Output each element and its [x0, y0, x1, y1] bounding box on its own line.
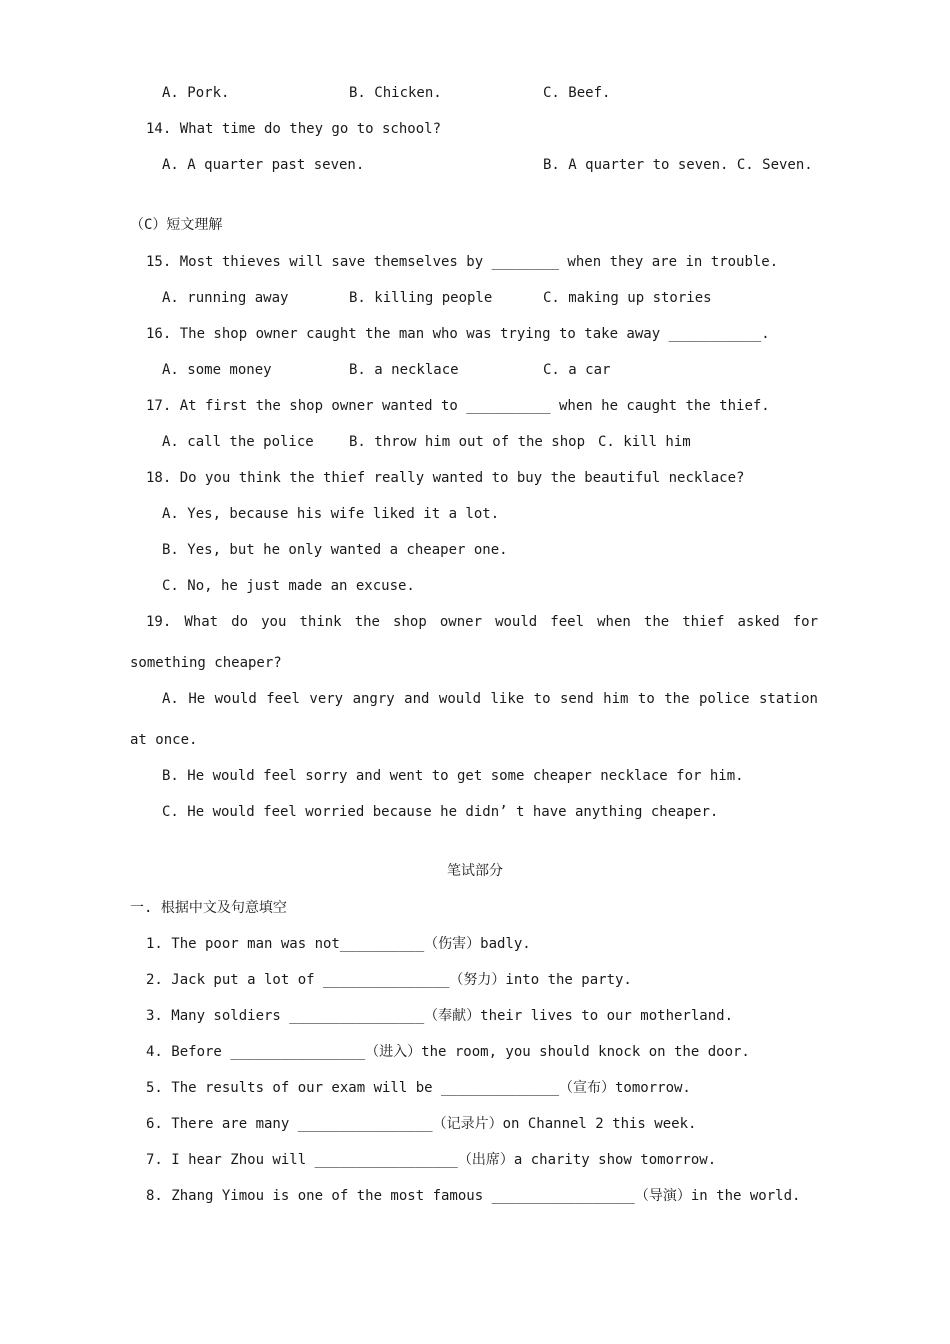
q17-question: 17. At first the shop owner wanted to __________ when he caught the thief. — [146, 398, 770, 414]
q14-question: 14. What time do they go to school? — [146, 121, 442, 137]
q19-option-a-line1: A. He would feel very angry and would like to send him to the police station — [162, 691, 818, 707]
q18-option-a: A. Yes, because his wife liked it a lot. — [162, 506, 500, 522]
q19-question-line1: 19. What do you think the shop owner would feel when the thief asked for — [146, 614, 818, 630]
q16-option-c: C. a car — [543, 362, 611, 378]
q19-option-c: C. He would feel worried because he didn’ t have anything cheaper. — [162, 804, 719, 820]
q15-option-a: A. running away — [162, 290, 289, 306]
q16-question: 16. The shop owner caught the man who was trying to take away ___________. — [146, 326, 770, 342]
q17-option-a: A. call the police — [162, 434, 314, 450]
q16-option-a: A. some money — [162, 362, 272, 378]
fill-item-3: 3. Many soldiers ________________（奉献）their lives to our motherland. — [146, 1008, 734, 1024]
q17-option-c: C. kill him — [598, 434, 691, 450]
q16-option-b: B. a necklace — [349, 362, 459, 378]
section-c-heading: （C）短文理解 — [130, 217, 223, 233]
q15-option-b: B. killing people — [349, 290, 493, 306]
fill-item-5: 5. The results of our exam will be ______________（宣布）tomorrow. — [146, 1080, 691, 1096]
q19-option-b: B. He would feel sorry and went to get some cheaper necklace for him. — [162, 768, 744, 784]
written-section-title: 笔试部分 — [447, 863, 503, 879]
fill-item-2: 2. Jack put a lot of _______________（努力）into the party. — [146, 972, 632, 988]
q18-option-b: B. Yes, but he only wanted a cheaper one. — [162, 542, 508, 558]
q19-question-line2: something cheaper? — [130, 655, 282, 671]
part1-heading: 一. 根据中文及句意填空 — [130, 900, 287, 916]
fill-item-1: 1. The poor man was not__________（伤害）badly. — [146, 936, 531, 952]
q14-option-a: A. A quarter past seven. — [162, 157, 365, 173]
q14-option-bc: B. A quarter to seven. C. Seven. — [543, 157, 813, 173]
q13-option-a: A. Pork. — [162, 85, 230, 101]
fill-item-4: 4. Before ________________（进入）the room, you should knock on the door. — [146, 1044, 750, 1060]
q15-option-c: C. making up stories — [543, 290, 712, 306]
q18-question: 18. Do you think the thief really wanted to buy the beautiful necklace? — [146, 470, 745, 486]
q17-option-b: B. throw him out of the shop — [349, 434, 586, 450]
q13-option-b: B. Chicken. — [349, 85, 442, 101]
q19-option-a-line2: at once. — [130, 732, 198, 748]
fill-item-8: 8. Zhang Yimou is one of the most famous _________________（导演）in the world. — [146, 1188, 801, 1204]
q18-option-c: C. No, he just made an excuse. — [162, 578, 415, 594]
fill-item-6: 6. There are many ________________（记录片）on Channel 2 this week. — [146, 1116, 697, 1132]
q13-option-c: C. Beef. — [543, 85, 611, 101]
q15-question: 15. Most thieves will save themselves by ________ when they are in trouble. — [146, 254, 779, 270]
fill-item-7: 7. I hear Zhou will _________________（出席）a charity show tomorrow. — [146, 1152, 717, 1168]
